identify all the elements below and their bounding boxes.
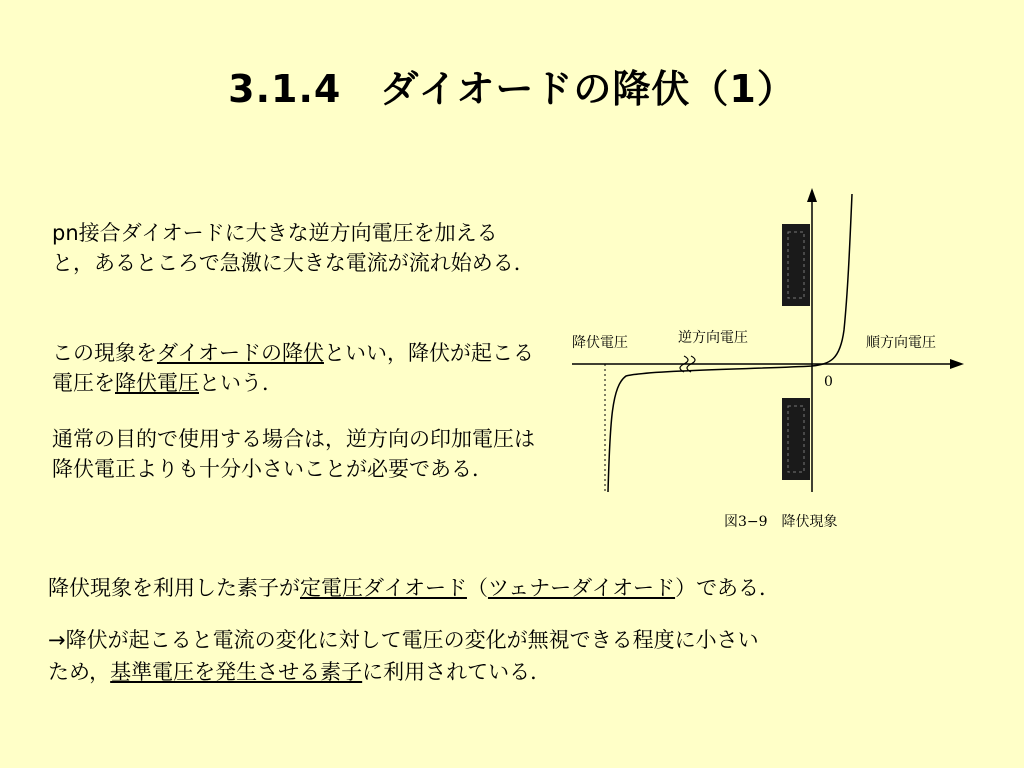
iv-curve-diagram — [560, 180, 980, 540]
slide-title: 3.1.4 ダイオードの降伏（1） — [228, 67, 796, 111]
label-origin-zero: 0 — [824, 374, 833, 390]
text-segment: である． — [696, 576, 781, 600]
label-reverse-voltage: 逆方向電圧 — [678, 330, 748, 346]
current-axis-arrowhead — [807, 188, 817, 202]
term-breakdown-voltage: 降伏電圧 — [115, 371, 199, 395]
text-segment: という． — [199, 371, 283, 395]
breakdown-figure — [560, 180, 980, 540]
term-diode-breakdown: ダイオードの降伏 — [157, 341, 324, 365]
axis-mark-block-bottom — [782, 398, 810, 480]
text-segment: この現象を — [52, 341, 157, 365]
text-segment: ため， — [48, 660, 111, 684]
paragraph-breakdown-definition — [52, 338, 538, 398]
paragraph-usage-note: 通常の目的で使用する場合は，逆方向の印加電圧は降伏電正よりも十分小さいことが必要である． — [52, 427, 535, 481]
paragraph-zener-diode — [48, 572, 988, 604]
text-segment: ） — [675, 576, 697, 600]
text-segment: 降伏現象を利用した素子が — [48, 576, 300, 600]
text-segment: といい，降伏が起こる電圧を — [52, 341, 534, 395]
voltage-axis-arrowhead — [950, 359, 964, 369]
axis-mark-block-top — [782, 224, 810, 306]
term-constant-voltage-diode: 定電圧ダイオード — [300, 576, 467, 600]
text-line: →降伏が起こると電流の変化に対して電圧の変化が無視できる程度に小さい — [48, 628, 759, 652]
term-reference-voltage-element: 基準電圧を発生させる素子 — [110, 660, 363, 684]
label-forward-voltage: 順方向電圧 — [866, 335, 936, 351]
text-line-2 — [48, 656, 988, 688]
paragraph-reference-voltage — [48, 624, 988, 688]
text-segment: に利用されている． — [362, 660, 552, 684]
paragraph-breakdown-intro: pn接合ダイオードに大きな逆方向電圧を加えると，あるところで急激に大きな電流が流れ始める． — [52, 221, 535, 275]
label-breakdown-voltage: 降伏電圧 — [572, 335, 628, 351]
figure-caption: 図3−9 降伏現象 — [724, 514, 838, 530]
term-zener-diode: ツェナーダイオード — [487, 576, 676, 600]
text-segment: （ — [466, 576, 488, 600]
